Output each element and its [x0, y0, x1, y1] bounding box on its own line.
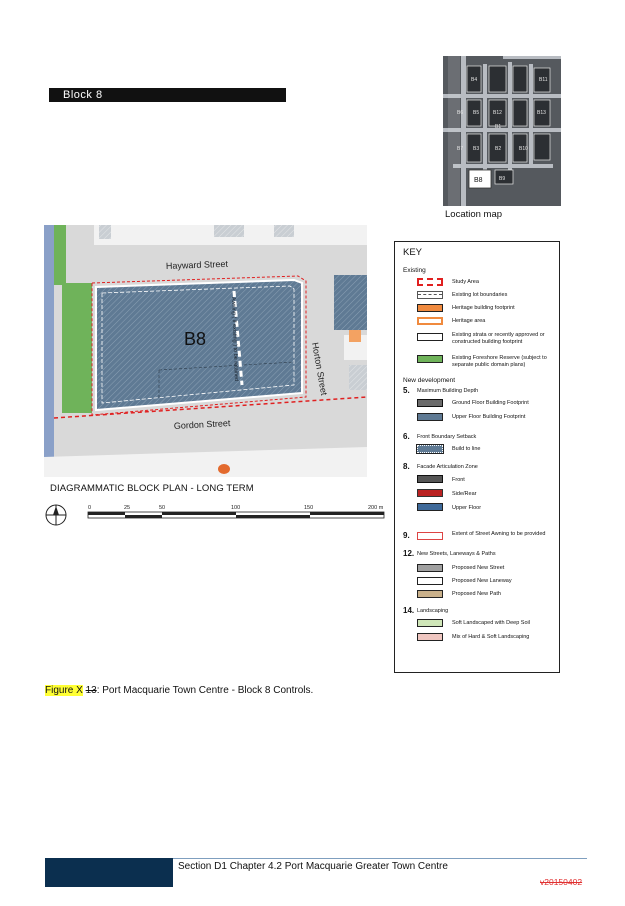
block-plan-graphic	[44, 225, 367, 477]
scale-bar	[86, 502, 386, 526]
legend-item: Proposed New Path	[452, 591, 501, 597]
loc-current-label: B8	[474, 177, 483, 184]
legend-section-title: Front Boundary Setback	[417, 434, 477, 440]
footer-section-title: Section D1 Chapter 4.2 Port Macquarie Greater Town Centre	[178, 861, 448, 872]
swatch-heritage-area	[417, 317, 443, 325]
legend-item: Mix of Hard & Soft Landscaping	[452, 634, 530, 640]
awning-note: Awning ( if existing ) to be retained	[230, 296, 239, 382]
swatch-build-to-line	[417, 445, 443, 453]
figure-struck-number: 13	[85, 685, 97, 696]
swatch-facade-front	[417, 475, 443, 483]
swatch-ground-floor	[417, 399, 443, 407]
loc-label: B7	[457, 146, 464, 152]
block-label: B8	[184, 329, 207, 349]
loc-label: B3	[473, 146, 480, 152]
legend-item: Existing Foreshore Reserve (subject to separate public domain plans)	[452, 355, 547, 368]
legend-item: Proposed New Laneway	[452, 578, 512, 584]
footer-rule	[173, 858, 587, 859]
figure-caption-text: : Port Macquarie Town Centre - Block 8 Controls.	[96, 685, 314, 696]
location-map	[443, 56, 561, 206]
legend-item: Study Area	[452, 279, 479, 285]
scale-tick-label: 0	[88, 505, 92, 511]
legend-item: Upper Floor	[452, 505, 482, 511]
location-map-caption: Location map	[445, 209, 503, 220]
legend-section-title: Facade Articulation Zone	[417, 464, 478, 470]
legend-section-number: 5.	[403, 386, 410, 395]
legend-title: KEY	[403, 247, 423, 258]
legend-existing-heading: Existing	[403, 267, 426, 274]
figure-prefix: Figure X	[45, 685, 83, 696]
scale-tick-label: 25	[124, 505, 131, 511]
legend-item: Proposed New Street	[452, 565, 505, 571]
legend-section-title: Landscaping	[417, 608, 449, 614]
swatch-new-laneway	[417, 577, 443, 585]
legend-item: Upper Floor Building Footprint	[452, 414, 526, 420]
block-title-bar	[49, 88, 286, 102]
legend-section-number: 9.	[403, 531, 410, 540]
swatch-awning	[417, 532, 443, 540]
loc-label: B5	[473, 110, 480, 116]
loc-label: B11	[539, 77, 548, 83]
loc-label: B6	[457, 110, 464, 116]
figure-caption	[45, 685, 313, 696]
swatch-study-area	[417, 278, 443, 286]
plan-caption: DIAGRAMMATIC BLOCK PLAN - LONG TERM	[50, 483, 254, 494]
street-east-label: Horton Street	[310, 341, 330, 397]
legend-item: Heritage building footprint	[452, 305, 515, 311]
loc-label: B4	[471, 77, 478, 83]
footer-version: v20150402	[540, 877, 583, 887]
swatch-new-street	[417, 564, 443, 572]
scale-tick-label: 150	[304, 505, 314, 511]
swatch-new-path	[417, 590, 443, 598]
legend-item: Ground Floor Building Footprint	[452, 400, 529, 406]
legend-item: Existing lot boundaries	[452, 292, 508, 298]
swatch-strata	[417, 333, 443, 341]
legend-panel	[394, 241, 560, 673]
swatch-lot-boundaries	[417, 291, 443, 299]
legend-item: Heritage area	[452, 318, 486, 324]
legend-section-title: New Streets, Laneways & Paths	[417, 551, 496, 557]
legend-new-heading: New development	[403, 377, 456, 384]
legend-section-number: 14.	[403, 606, 415, 615]
street-south-label: Gordon Street	[173, 418, 231, 431]
legend-section-number: 12.	[403, 549, 415, 558]
legend-item: Front	[452, 477, 465, 483]
loc-label: B10	[519, 146, 528, 152]
swatch-upper-floor	[417, 413, 443, 421]
block-title: Block 8	[63, 89, 103, 101]
location-map-graphic	[443, 56, 561, 206]
legend-item: Build to line	[452, 446, 481, 452]
legend-item: Side/Rear	[452, 491, 477, 497]
loc-label: B12	[493, 110, 502, 116]
swatch-foreshore	[417, 355, 443, 363]
swatch-soft-landscape	[417, 619, 443, 627]
block-plan-map	[44, 225, 367, 477]
scale-tick-label: 100	[231, 505, 241, 511]
legend-item: Soft Landscaped with Deep Soil	[452, 620, 530, 626]
legend-item: Extent of Street Awning to be provided	[452, 531, 546, 537]
street-north-label: Hayward Street	[165, 258, 229, 271]
swatch-mix-landscape	[417, 633, 443, 641]
legend-section-number: 8.	[403, 462, 410, 471]
scale-tick-label: 200 m	[368, 505, 384, 511]
loc-label: B2	[495, 146, 502, 152]
swatch-facade-side	[417, 489, 443, 497]
loc-label: B13	[537, 110, 546, 116]
swatch-heritage-building	[417, 304, 443, 312]
scale-tick-label: 50	[159, 505, 166, 511]
loc-label: B9	[499, 176, 506, 182]
footer-color-block	[45, 858, 173, 887]
loc-label: B1	[495, 124, 502, 130]
legend-section-number: 6.	[403, 432, 410, 441]
legend-section-title: Maximum Building Depth	[417, 388, 479, 394]
swatch-facade-upper	[417, 503, 443, 511]
legend-item: Existing strata or recently approved or constructed building footprint	[452, 332, 545, 345]
north-arrow-icon	[44, 503, 68, 532]
